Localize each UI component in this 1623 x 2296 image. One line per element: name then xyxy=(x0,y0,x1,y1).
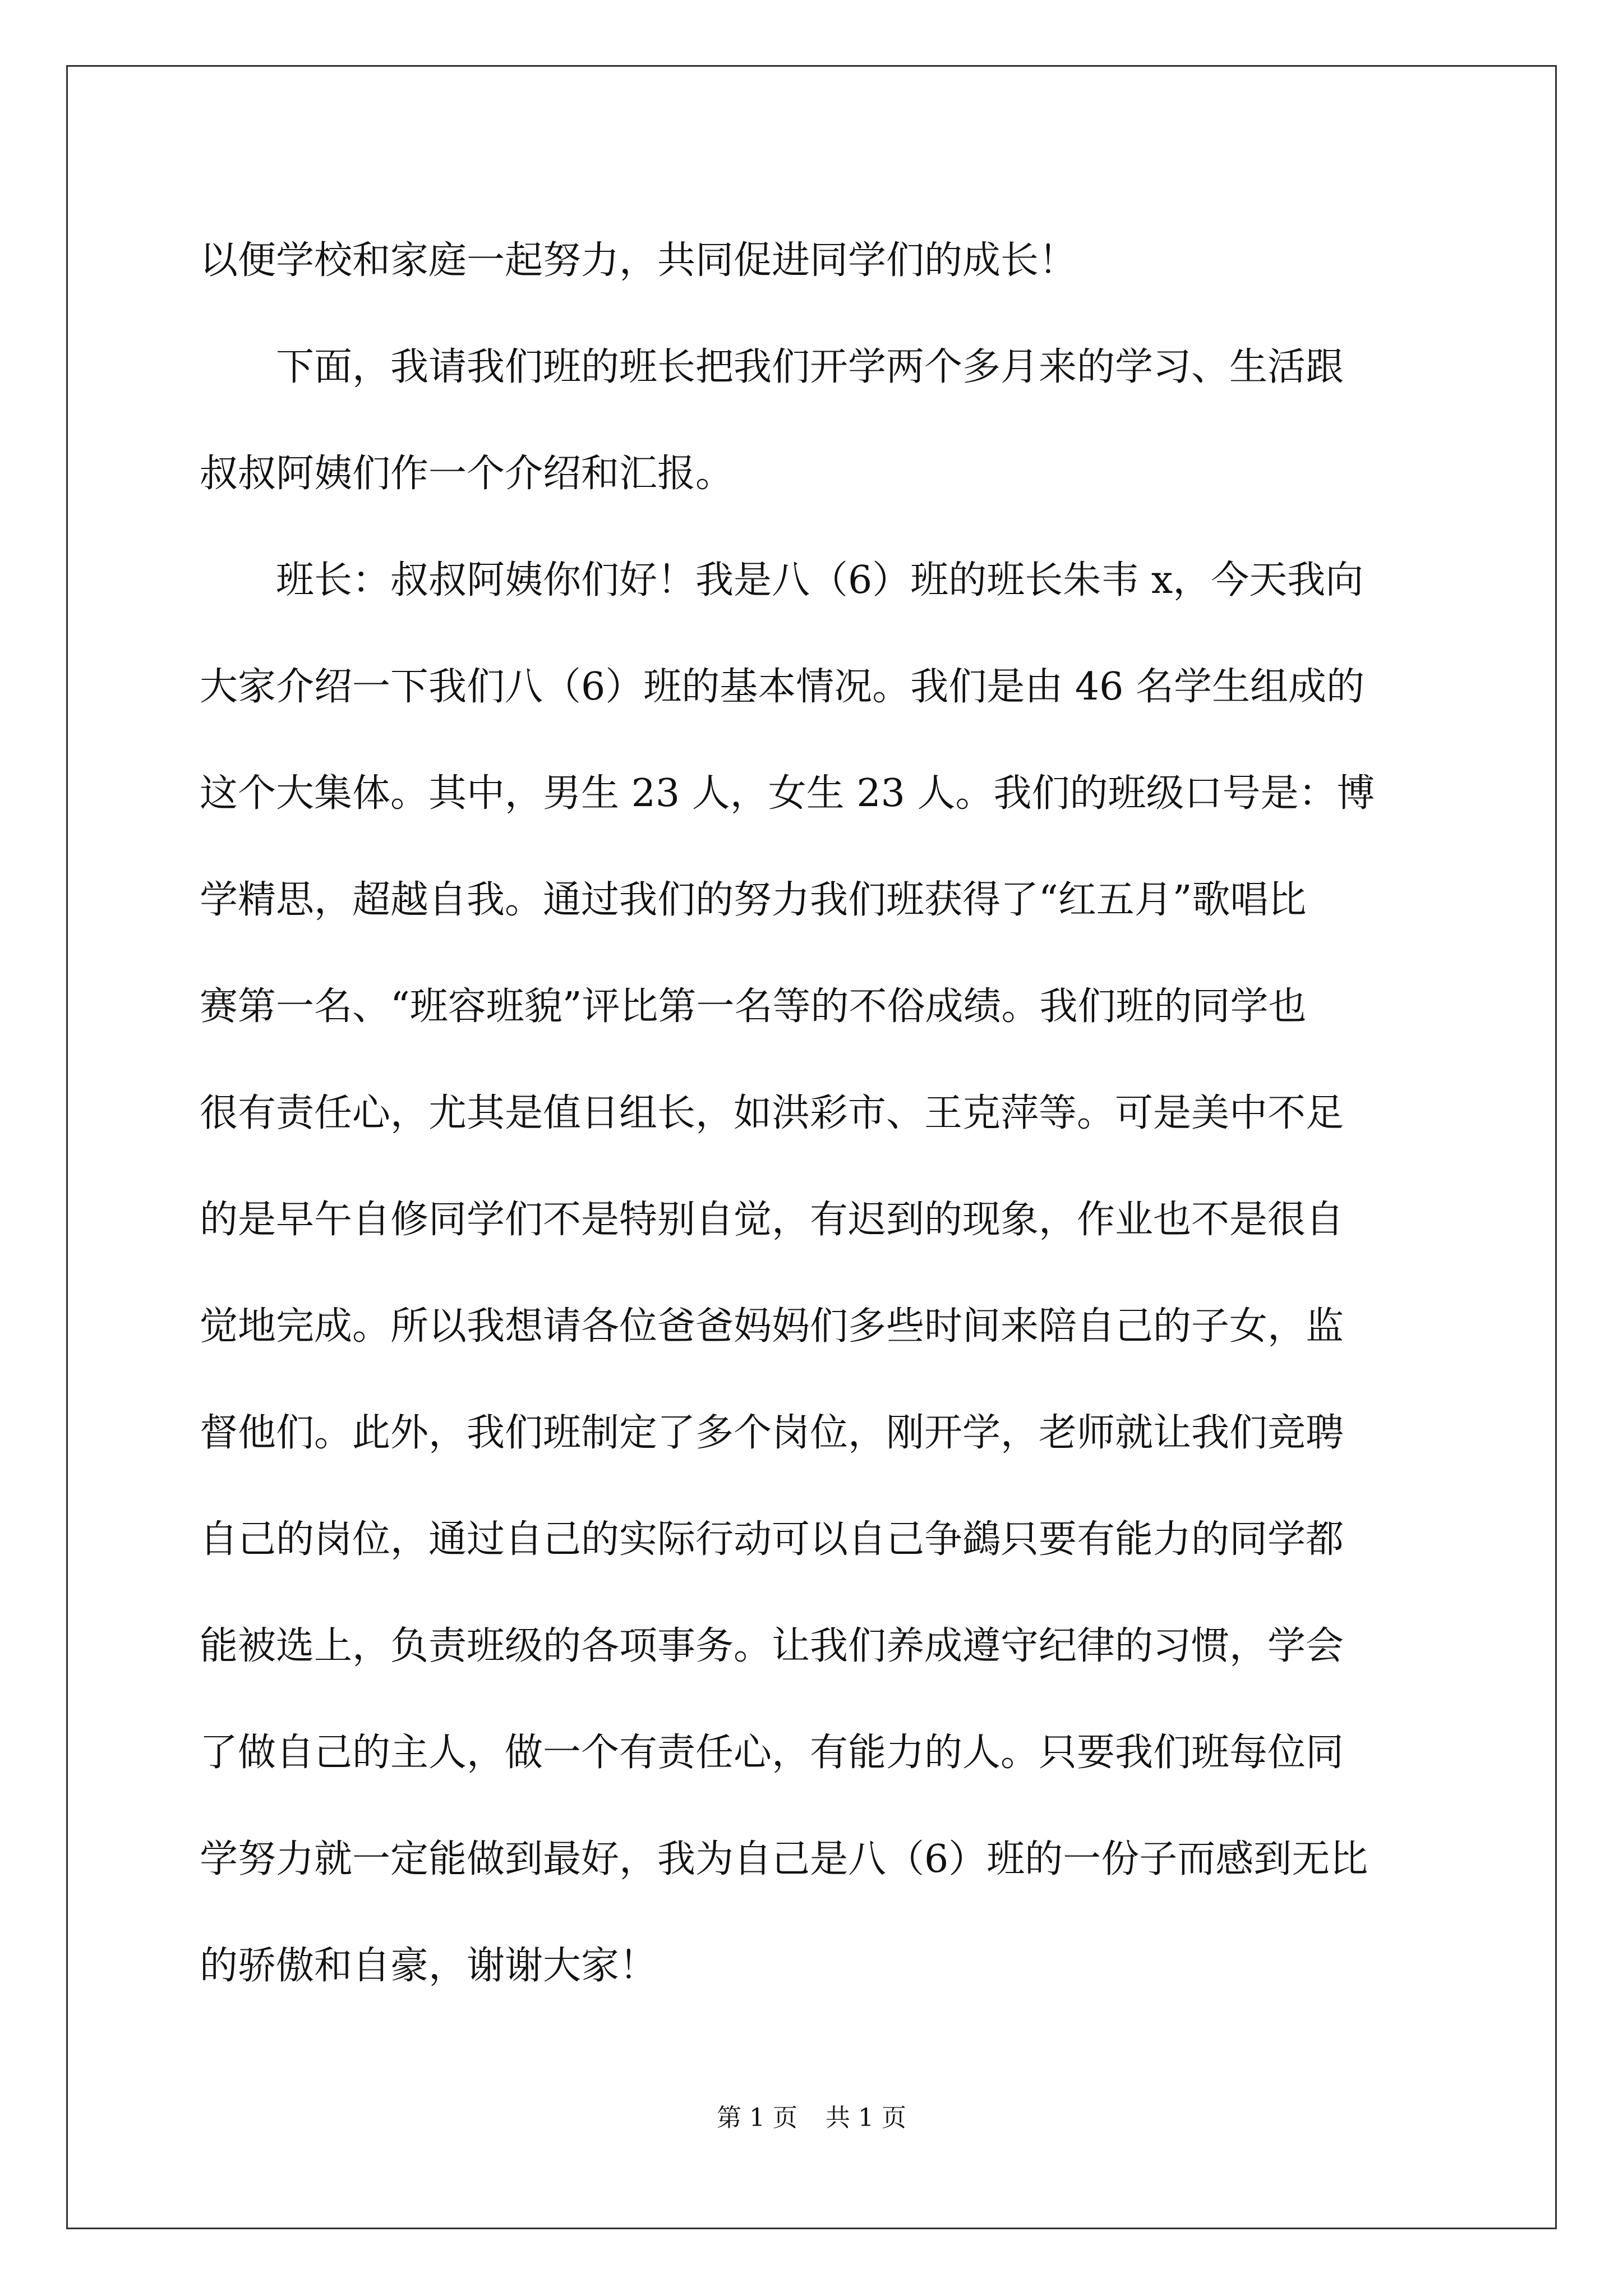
page-count: 共 1 页 xyxy=(826,2104,906,2132)
text-line: 以便学校和家庭一起努力，共同促进同学们的成长！ xyxy=(200,238,1077,283)
text-line: 叔叔阿姨们作一个介绍和汇报。 xyxy=(200,452,734,496)
text-line: 自己的岗位，通过自己的实际行动可以自己争鷁只要有能力的同学都 xyxy=(200,1517,1344,1562)
paragraph-start-line: 班长：叔叔阿姨你们好！我是八（6）班的班长朱韦 x，今天我向 xyxy=(276,558,1364,602)
text-line: 能被选上，负责班级的各项事务。让我们养成遵守纪律的习惯，学会 xyxy=(200,1624,1344,1668)
page-footer xyxy=(0,2101,1623,2135)
text-line: 很有责任心，尤其是值日组长，如洪彩市、王克萍等。可是美中不足 xyxy=(200,1091,1344,1135)
text-line: 的骄傲和自豪，谢谢大家！ xyxy=(200,1944,658,1988)
text-line: 学精思，超越自我。通过我们的努力我们班获得了“红五月”歌唱比 xyxy=(200,878,1307,922)
text-line: 大家介绍一下我们八（6）班的基本情况。我们是由 46 名学生组成的 xyxy=(200,665,1365,709)
paragraph-start-line: 下面，我请我们班的班长把我们开学两个多月来的学习、生活跟 xyxy=(276,345,1344,389)
text-line: 的是早午自修同学们不是特别自觉，有迟到的现象，作业也不是很自 xyxy=(200,1198,1344,1242)
text-line: 学努力就一定能做到最好，我为自己是八（6）班的一份子而感到无比 xyxy=(200,1837,1368,1881)
document-body xyxy=(200,208,1431,2019)
page-number: 第 1 页 xyxy=(717,2104,797,2132)
text-line: 赛第一名、“班容班貌”评比第一名等的不俗成绩。我们班的同学也 xyxy=(200,984,1307,1029)
text-line: 了做自己的主人，做一个有责任心，有能力的人。只要我们班每位同 xyxy=(200,1731,1344,1775)
text-line: 这个大集体。其中，男生 23 人，女生 23 人。我们的班级口号是：博 xyxy=(200,771,1375,816)
text-line: 督他们。此外，我们班制定了多个岗位，刚开学，老师就让我们竞聘 xyxy=(200,1411,1344,1455)
text-line: 觉地完成。所以我想请各位爸爸妈妈们多些时间来陪自己的子女，监 xyxy=(200,1304,1344,1349)
